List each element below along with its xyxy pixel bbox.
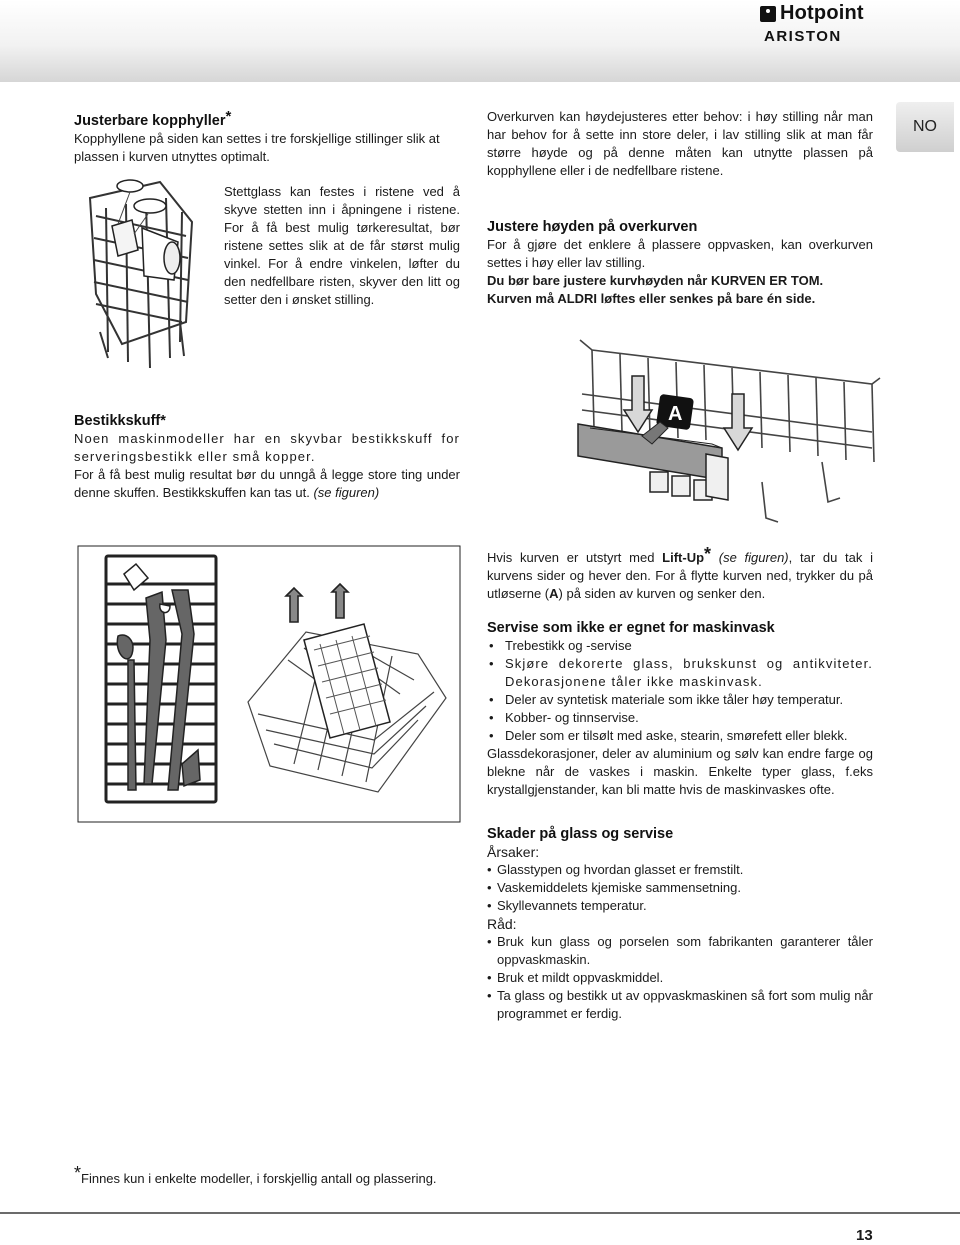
- language-tab: NO: [896, 102, 954, 152]
- cup-shelf-illustration: [82, 172, 214, 378]
- brand-line1: Hotpoint: [780, 2, 864, 24]
- damage-section: [487, 825, 873, 1023]
- footnote: *Finnes kun i enkelte modeller, i forskjellig antall og plassering.: [74, 1163, 437, 1186]
- list-item: • Bruk et mildt oppvaskmiddel.: [487, 969, 873, 987]
- damage-causes-list: [487, 861, 873, 915]
- list-item: • Deler av syntetisk materiale som ikke tåler høy temperatur.: [487, 691, 873, 709]
- cup-shelves-section: [74, 108, 464, 166]
- footer-rule: [0, 1212, 960, 1214]
- damage-title: Skader på glass og servise: [487, 826, 674, 842]
- cup-shelves-body: Stettglass kan festes i ristene ved å skyve stetten inn i åpningene i ristene. For å få best mulig tørkeresultat, bør ristene settes slik at de får størst mulig vinkel. For å endre vinkelen, løfter du den nedfellbare risten, skyver den litt og setter den i ønsket stilling.: [224, 184, 460, 307]
- brand-logo: [760, 2, 872, 48]
- brand-line2: ARISTON: [764, 28, 842, 45]
- damage-causes-label: Årsaker:: [487, 844, 540, 860]
- upper-basket-warning-2: Kurven må ALDRI løftes eller senkes på bare én side.: [487, 291, 816, 306]
- unsuitable-note: Glassdekorasjoner, deler av aluminium og sølv kan endre farge og blekne når de vaskes i maskin. Enkelte typer glass, f.eks krystallgjenstander, kan bli matte hvis de maskinvaskes ofte.: [487, 746, 873, 797]
- list-item: • Deler som er tilsølt med aske, stearin, smørefett eller blekk.: [487, 727, 873, 745]
- list-item: • Skjøre dekorerte glass, brukskunst og antikviteter. Dekorasjonene tåler ikke maskinvask.: [487, 655, 873, 691]
- cup-shelves-intro: Kopphyllene på siden kan settes i tre forskjellige stillinger slik at plassen i kurven utnyttes optimalt.: [74, 131, 440, 164]
- unsuitable-title: Servise som ikke er egnet for maskinvask: [487, 620, 775, 636]
- list-item: • Vaskemiddelets kjemiske sammensetning.: [487, 879, 873, 897]
- lift-up-brand: Lift-Up: [662, 550, 705, 565]
- list-item: • Bruk kun glass og porselen som fabrikanten garanterer tåler oppvaskmaskin.: [487, 933, 873, 969]
- page-number: 13: [856, 1227, 873, 1244]
- damage-advice-list: [487, 933, 873, 1023]
- list-item: • Glasstypen og hvordan glasset er fremstilt.: [487, 861, 873, 879]
- list-item: • Ta glass og bestikk ut av oppvaskmaskinen så fort som mulig når programmet er ferdig.: [487, 987, 873, 1023]
- cutlery-section: [74, 412, 460, 502]
- cutlery-line1: Noen maskinmodeller har en skyvbar bestikkskuff for serveringsbestikk eller små kopper.: [74, 431, 460, 464]
- unsuitable-section: [487, 619, 873, 799]
- cutlery-title: Bestikkskuff*: [74, 413, 166, 429]
- upper-basket-adjust-section: [487, 218, 873, 308]
- list-item: • Skyllevannets temperatur.: [487, 897, 873, 915]
- cup-shelves-title: Justerbare kopphyller*: [74, 108, 232, 129]
- basket-height-illustration: [572, 332, 892, 538]
- basket-fig-label: A: [668, 403, 683, 425]
- upper-basket-title: Justere høyden på overkurven: [487, 219, 698, 235]
- unsuitable-list: [487, 637, 873, 745]
- damage-advice-label: Råd:: [487, 916, 517, 932]
- cutlery-line2: For å få best mulig resultat bør du unngå å legge store ting under denne skuffen. Bestikkskuffen kan tas ut. (se figuren): [74, 467, 460, 500]
- list-item: • Kobber- og tinnservise.: [487, 709, 873, 727]
- upper-basket-body: For å gjøre det enklere å plassere oppvasken, kan overkurven settes i høy eller lav stilling.: [487, 237, 873, 270]
- list-item: • Trebestikk og -servise: [487, 637, 873, 655]
- lift-up-paragraph: Hvis kurven er utstyrt med Lift-Up* (se figuren), tar du tak i kurvens sider og hever den. For å flytte kurven ned, trykker du på utløserne (A) på siden av kurven og senker den.: [487, 544, 873, 601]
- upper-basket-warning-1: Du bør bare justere kurvhøyden når KURVEN ER TOM.: [487, 273, 824, 288]
- cutlery-drawer-illustration: [74, 544, 464, 824]
- upper-basket-intro: Overkurven kan høydejusteres etter behov: i høy stilling når man har behov for å sette inn store deler, i lav stilling slik at man får større høyde og på denne måten kan utnytte plassen på kopphyllene eller i de nedfellbare ristene.: [487, 109, 873, 178]
- hotpoint-mark-icon: [760, 6, 776, 22]
